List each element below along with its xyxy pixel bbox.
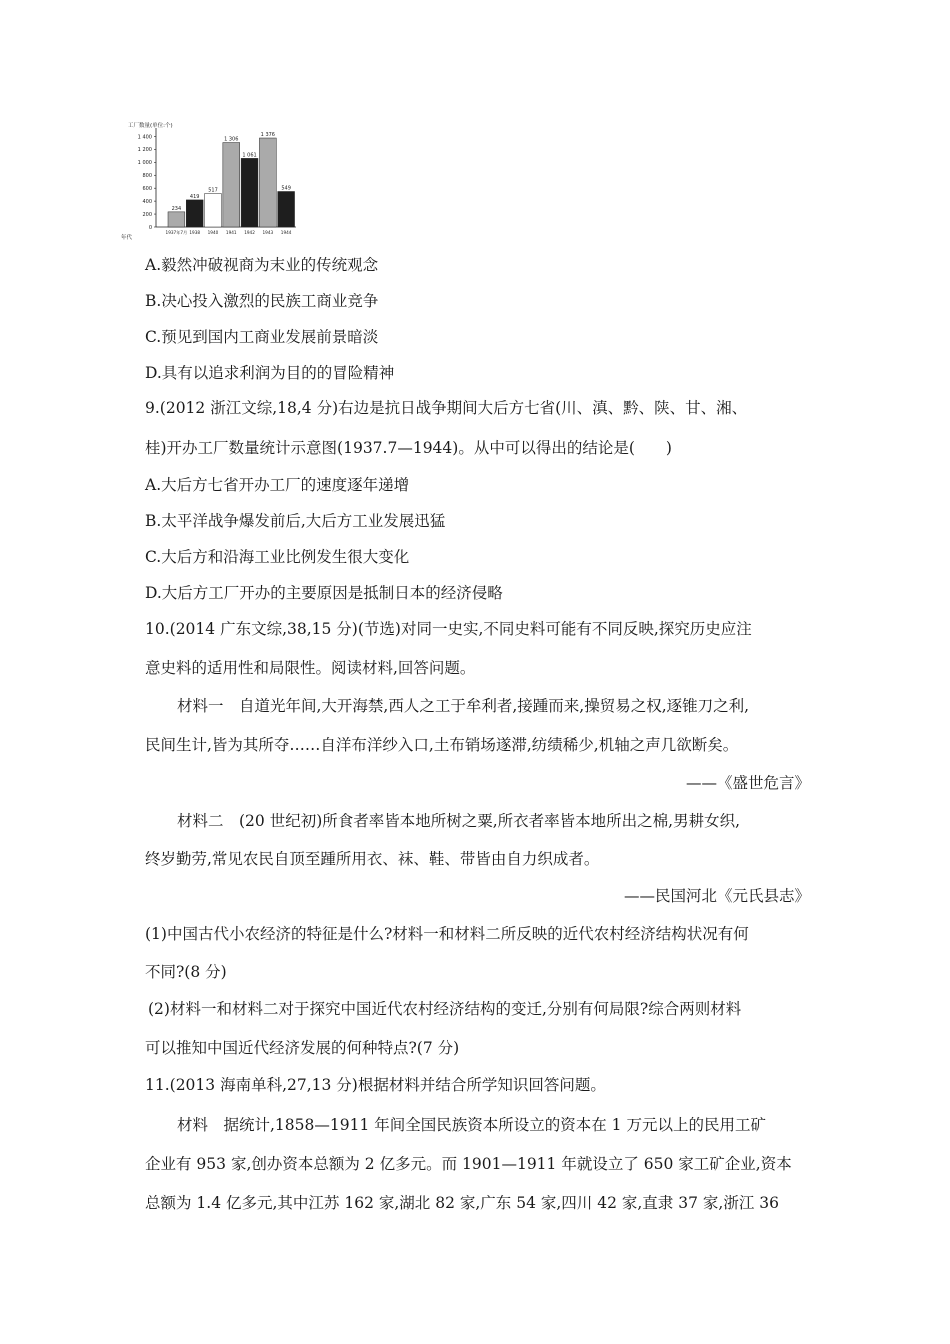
- y-tick-label: 400: [142, 198, 152, 205]
- y-tick-label: 1 200: [137, 147, 152, 154]
- chart-x-axis: [166, 229, 292, 236]
- y-tick-label: 600: [142, 186, 152, 192]
- q10-sub2-line2: 可以推知中国近代经济发展的何种特点?(7 分): [145, 1039, 460, 1057]
- bar: [205, 194, 222, 227]
- q9-option-a: A.大后方七省开办工厂的速度逐年递增: [145, 476, 410, 494]
- chart-bars: [168, 132, 295, 227]
- q8-option-a: A.毅然冲破视商为末业的传统观念: [145, 256, 379, 274]
- q10-material2-line2: 终岁勤劳,常见农民自顶至踵所用衣、袜、鞋、带皆由自力织成者。: [145, 850, 600, 868]
- q9-option-d: D.大后方工厂开办的主要原因是抵制日本的经济侵略: [145, 584, 503, 602]
- q10-material1-source: ——《盛世危言》: [685, 774, 810, 792]
- bar-value-label: 419: [189, 193, 200, 200]
- q10-sub1-line1: (1)中国古代小农经济的特征是什么?材料一和材料二所反映的近代农村经济结构状况有何: [145, 925, 749, 943]
- bar: [168, 212, 185, 227]
- bar-value-label: 234: [171, 205, 182, 212]
- bar-value-label: 1 306: [224, 136, 239, 143]
- q9-option-b: B.太平洋战争爆发前后,大后方工业发展迅猛: [145, 512, 446, 530]
- q11-material-line2: 企业有 953 家,创办资本总额为 2 亿多元。而 1901—1911 年就设立了 650 家工矿企业,资本: [145, 1155, 792, 1173]
- q9-option-c: C.大后方和沿海工业比例发生很大变化: [145, 548, 410, 566]
- q11-material-line3: 总额为 1.4 亿多元,其中江苏 162 家,湖北 82 家,广东 54 家,四川 42 家,直隶 37 家,浙江 36: [145, 1194, 779, 1212]
- q10-sub1-line2: 不同?(8 分): [145, 963, 227, 981]
- bar-value-label: 549: [281, 185, 291, 192]
- y-tick-label: 1 000: [137, 160, 152, 167]
- q8-option-c: C.预见到国内工商业发展前景暗淡: [145, 328, 379, 346]
- bar-value-label: 517: [208, 187, 218, 194]
- y-tick-label: 1 400: [137, 134, 152, 141]
- q9-stem-line1: 9.(2012 浙江文综,18,4 分)右边是抗日战争期间大后方七省(川、滇、黔、陕、甘、湘、: [145, 399, 748, 417]
- x-tick-label: 1943: [262, 230, 274, 235]
- q8-option-d: D.具有以追求利润为目的的冒险精神: [145, 364, 395, 382]
- q11-material-line1: 材料 据统计,1858—1911 年间全国民族资本所设立的资本在 1 万元以上的民用工矿: [177, 1116, 766, 1134]
- q9-stem-line2: 桂)开办工厂数量统计示意图(1937.7—1944)。从中可以得出的结论是( ): [145, 439, 672, 457]
- q11-stem: 11.(2013 海南单科,27,13 分)根据材料并结合所学知识回答问题。: [145, 1076, 606, 1094]
- chart-y-label: 工厂数量(单位:个): [128, 123, 173, 129]
- q8-option-b: B.决心投入激烈的民族工商业竞争: [145, 292, 379, 310]
- bar: [223, 143, 240, 227]
- y-tick-label: 200: [142, 211, 152, 218]
- bar-value-label: 1 061: [242, 152, 257, 159]
- bar: [186, 200, 203, 227]
- x-tick-label: 1938: [189, 230, 201, 235]
- x-tick-label: 1944: [280, 230, 292, 235]
- y-tick-label: 0: [148, 224, 152, 231]
- chart-x-label: 年代: [121, 235, 133, 241]
- q10-stem-line2: 意史料的适用性和局限性。阅读材料,回答问题。: [145, 659, 476, 677]
- factory-count-bar-chart: [118, 116, 308, 246]
- bar: [278, 191, 295, 227]
- x-tick-label: 1937年7月: [165, 230, 188, 235]
- x-tick-label: 1942: [244, 230, 255, 235]
- q10-material1-line2: 民间生计,皆为其所夺……自洋布洋纱入口,土布销场遂滞,纺绩稀少,机轴之声几欲断矣。: [145, 736, 739, 754]
- x-tick-label: 1940: [207, 230, 219, 235]
- bar-value-label: 1 376: [260, 132, 276, 139]
- q10-sub2-line1: (2)材料一和材料二对于探究中国近代农村经济结构的变迁,分别有何局限?综合两则材料: [148, 1000, 742, 1018]
- bar: [241, 158, 258, 227]
- q10-material1-line1: 材料一 自道光年间,大开海禁,西人之工于牟利者,接踵而来,操贸易之权,逐锥刀之利,: [177, 697, 750, 715]
- q10-material2-line1: 材料二 (20 世纪初)所食者率皆本地所树之粟,所衣者率皆本地所出之棉,男耕女织,: [177, 812, 741, 830]
- x-tick-label: 1941: [225, 230, 237, 235]
- bar: [259, 138, 276, 227]
- q10-material2-source: ——民国河北《元氏县志》: [623, 887, 810, 905]
- y-tick-label: 800: [142, 173, 152, 180]
- q10-stem-line1: 10.(2014 广东文综,38,15 分)(节选)对同一史实,不同史料可能有不同反映,探究历史应注: [145, 620, 752, 638]
